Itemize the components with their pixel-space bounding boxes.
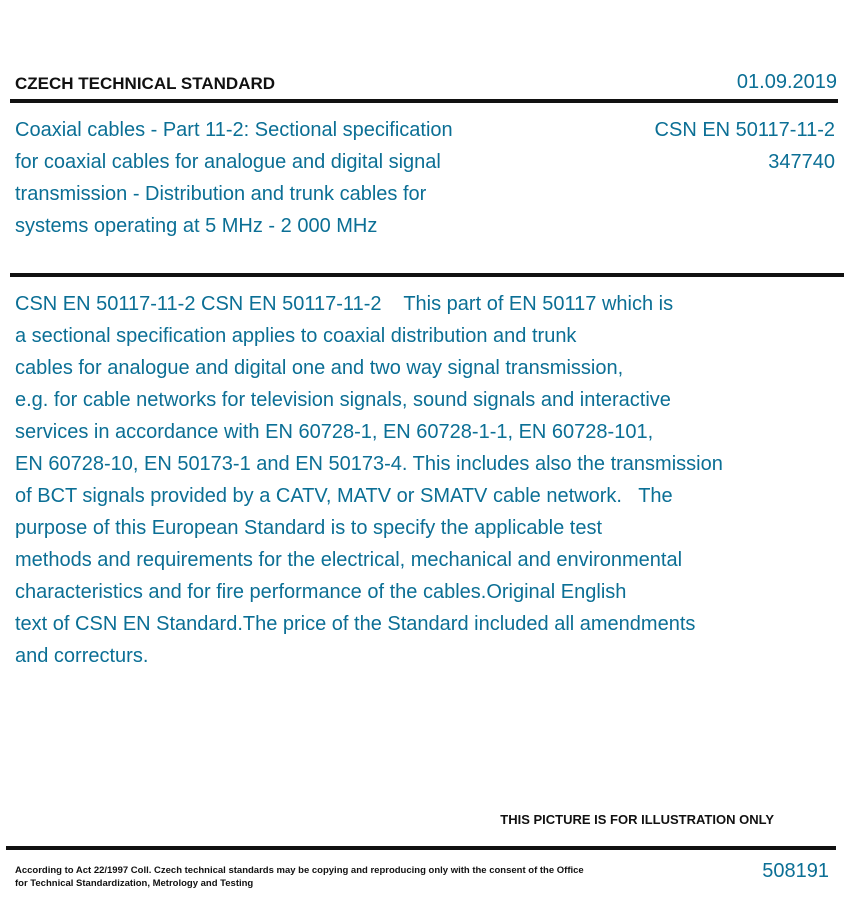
standard-title [15, 114, 575, 242]
description-line: EN 60728-10, EN 50173-1 and EN 50173-4. This includes also the transmission [15, 453, 723, 475]
standard-description [15, 288, 835, 672]
description-line: and correcturs. [15, 645, 149, 667]
description-line: methods and requirements for the electrical, mechanical and environmental [15, 549, 683, 571]
standard-code: CSN EN 50117-11-2 [654, 119, 835, 141]
description-line: characteristics and for fire performance of the cables.Original English [15, 581, 627, 603]
description-line: of BCT signals provided by a CATV, MATV or SMATV cable network. The [15, 485, 673, 507]
legal-notice [15, 864, 615, 890]
description-line: text of CSN EN Standard.The price of the Standard included all amendments [15, 613, 696, 635]
title-line: Coaxial cables - Part 11-2: Sectional specification [15, 119, 453, 141]
description-line: a sectional specification applies to coaxial distribution and trunk [15, 325, 577, 347]
document-type-label: CZECH TECHNICAL STANDARD [15, 74, 276, 93]
description-line: purpose of this European Standard is to specify the applicable test [15, 517, 603, 539]
description-line: services in accordance with EN 60728-1, EN 60728-1-1, EN 60728-101, [15, 421, 654, 443]
document-number: 508191 [762, 860, 829, 882]
description-line: cables for analogue and digital one and two way signal transmission, [15, 357, 624, 379]
illustration-disclaimer: THIS PICTURE IS FOR ILLUSTRATION ONLY [500, 812, 774, 827]
catalog-number: 347740 [768, 151, 835, 173]
legal-notice-line: for Technical Standardization, Metrology and Testing [15, 878, 254, 889]
header-divider [10, 99, 838, 103]
standard-identifier [655, 114, 835, 178]
title-line: transmission - Distribution and trunk cables for [15, 183, 427, 205]
description-line: e.g. for cable networks for television signals, sound signals and interactive [15, 389, 671, 411]
description-line: CSN EN 50117-11-2 CSN EN 50117-11-2 This part of EN 50117 which is [15, 293, 674, 315]
title-line: for coaxial cables for analogue and digital signal [15, 151, 441, 173]
publication-date: 01.09.2019 [736, 71, 837, 93]
title-divider [10, 273, 844, 277]
legal-notice-line: According to Act 22/1997 Coll. Czech technical standards may be copying and reproducing only with the consent of the Office [15, 865, 584, 876]
title-line: systems operating at 5 MHz - 2 000 MHz [15, 215, 378, 237]
footer-divider [6, 846, 836, 850]
